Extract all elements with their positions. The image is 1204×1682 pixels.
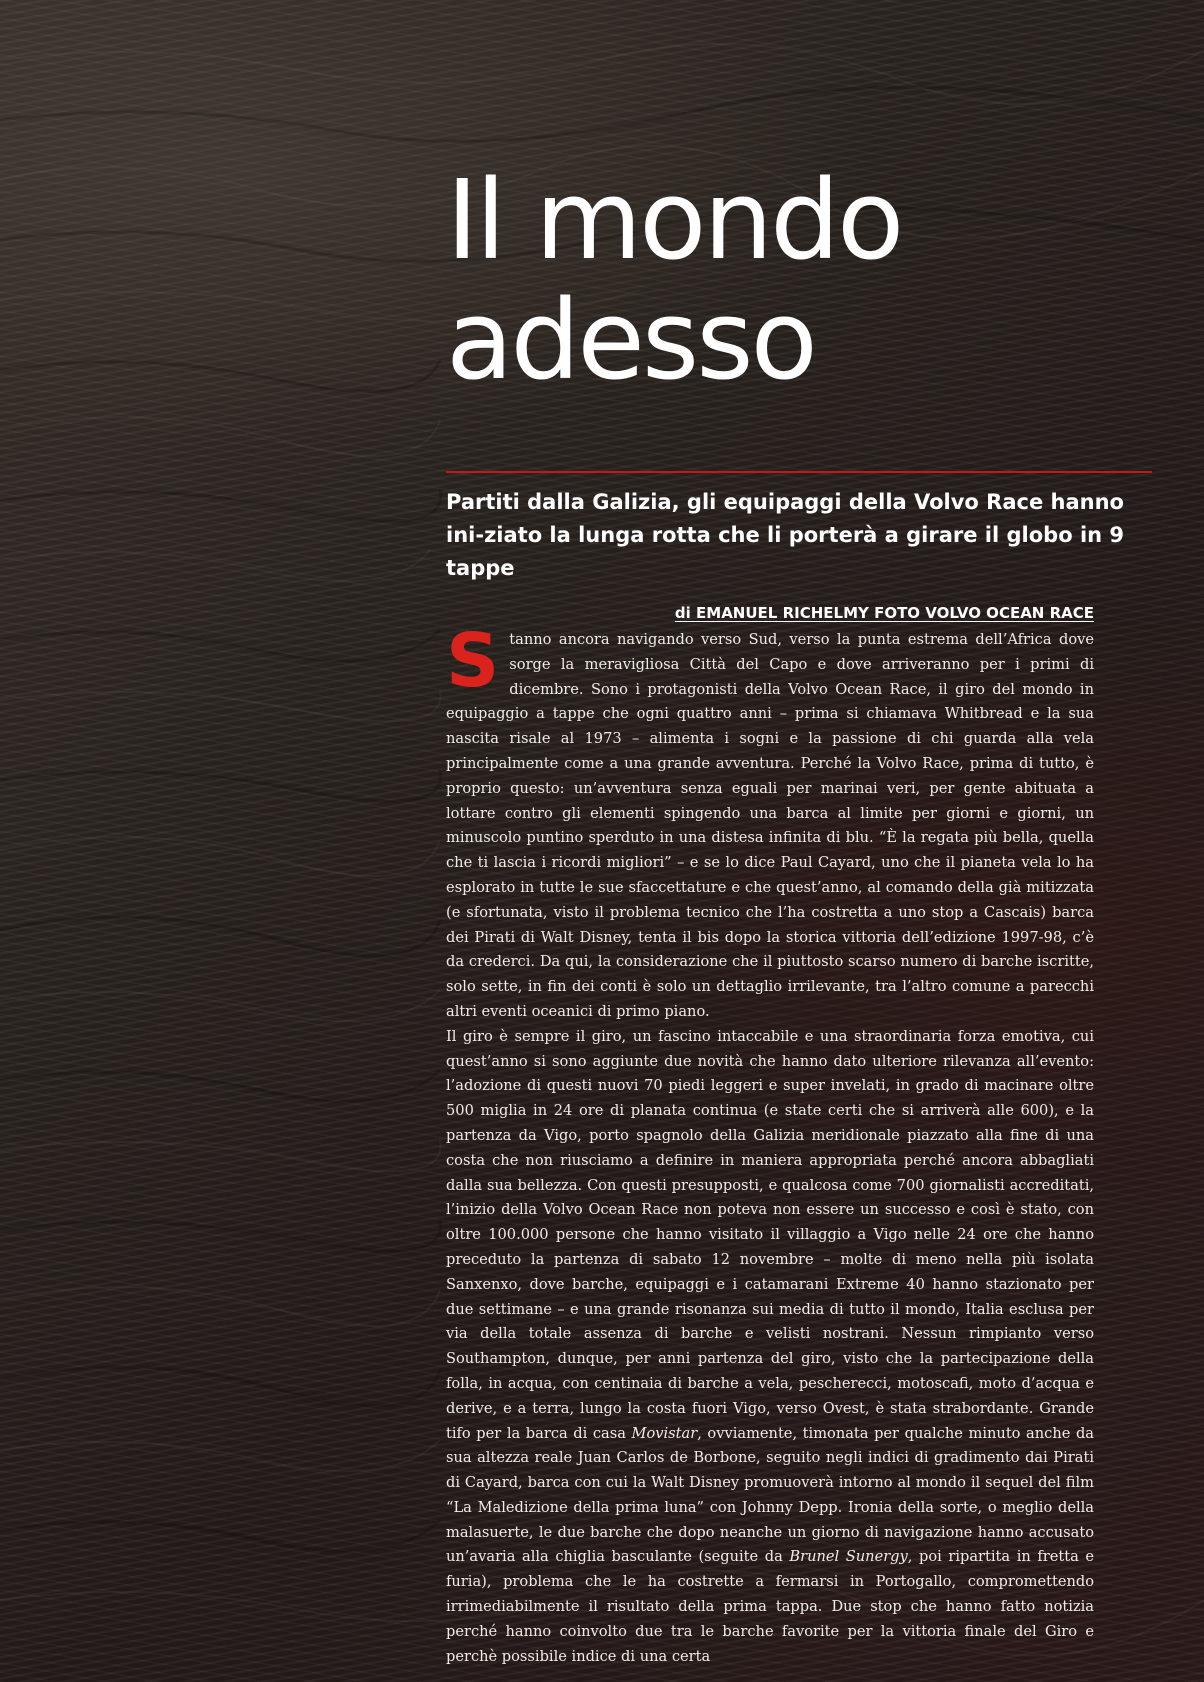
article-title-line-1: Il mondo bbox=[446, 156, 902, 284]
paragraph-2 bbox=[446, 1025, 1094, 1670]
article-subtitle: Partiti dalla Galizia, gli equipaggi della Volvo Race hanno ini-ziato la lunga rotta che li porterà a girare il globo in 9 tappe bbox=[446, 490, 1125, 580]
article-body bbox=[446, 618, 1094, 1669]
boat-name-movistar: Movistar bbox=[631, 1424, 698, 1442]
paragraph-2-text-b: , ovviamente, timonata per qualche minuto anche da sua altezza reale Juan Carlos de Borbone, seguito negli indici di gradimento dai Pirati di Cayard, barca con cui la Walt Disney promuoverà intorno al mondo il sequel del film “La Maledizione della prima luna” con Johnny Depp. Ironia della sorte, o meglio della malasuerte, le due barche che dopo neanche un giorno di navigazione hanno accusato un’avaria alla chiglia basculante (seguite da bbox=[446, 1424, 1094, 1566]
paragraph-1 bbox=[446, 618, 1094, 1025]
paragraph-1-text: tanno ancora navigando verso Sud, verso la punta estrema dell’Africa dove sorge la meravigliosa Città del Capo e dove arriveranno per i primi di dicembre. Sono i protagonisti della Volvo Ocean Race, il giro del mondo in equipaggio a tappe che ogni quattro anni – prima si chiamava Whitbread e la sua nascita risale al 1973 – alimenta i sogni e la passione di chi guarda alla vela principalmente come a una grande avventura. Perché la Volvo Race, prima di tutto, è proprio questo: un’avventura senza eguali per marinai veri, per gente abituata a lottare contro gli elementi spingendo una barca al limite per giorni e giorni, un minuscolo puntino sperduto in una distesa infinita di blu. “È la regata più bella, quella che ti lascia i ricordi migliori” – e se lo dice Paul Cayard, uno che il pianeta vela lo ha esplorato in tutte le sue sfaccettature e che quest’anno, al comando della già mitizzata (e sfortunata, visto il problema tecnico che l’ha costretta a uno stop a Cascais) barca dei Pirati di Walt Disney, tenta il bis dopo la storica vittoria dell’edizione 1997-98, c’è da crederci. Da qui, la considerazione che il piuttosto scarso numero di barche iscritte, solo sette, in fin dei conti è solo un dettaglio irrilevante, tra l’altro comune a parecchi altri eventi oceanici di primo piano. bbox=[446, 631, 1094, 1020]
article-title-line-2: adesso bbox=[446, 276, 815, 404]
boat-name-brunel: Brunel Sunergy bbox=[789, 1548, 908, 1566]
red-divider bbox=[446, 471, 1152, 473]
paragraph-2-text-a: Il giro è sempre il giro, un fascino intaccabile e una straordinaria forza emotiva, cui quest’anno si sono aggiunte due novità che hanno dato ulteriore rilevanza all’evento: l’adozione di questi nuovi 70 piedi leggeri e super invelati, in grado di macinare oltre 500 miglia in 24 ore di planata continua (e state certi che si arriverà alle 600), e la partenza da Vigo, porto spagnolo della Galizia meridionale piazzato alla fine di una costa che non riusciamo a definire in maniera appropriata perché ancora abbagliati dalla sua bellezza. Con questi presupposti, e qualcosa come 700 giornalisti accreditati, l’inizio della Volvo Ocean Race non poteva non essere un successo e così è stato, con oltre 100.000 persone che hanno visitato il villaggio a Vigo nelle 24 ore che hanno preceduto la partenza di sabato 12 novembre – molte di meno nella più isolata Sanxenxo, dove barche, equipaggi e i catamarani Extreme 40 hanno stazionato per due settimane – e una grande risonanza sui media di tutto il mondo, Italia esclusa per via della totale assenza di barche e velisti nostrani. Nessun rimpianto verso Southampton, dunque, per anni partenza del giro, visto che la partecipazione della folla, in acqua, con centinaia di barche a vela, pescherecci, motoscafi, moto d’acqua e derive, e a terra, lungo la costa fuori Vigo, verso Ovest, è stata strabordante. Grande tifo per la barca di casa bbox=[446, 1027, 1094, 1442]
drop-cap: S bbox=[446, 618, 500, 704]
article-title bbox=[446, 156, 1146, 404]
paragraph-2-text-c: , poi ripartita in fretta e furia), problema che le ha costrette a fermarsi in Portogallo, compromettendo irrimediabilmente il risultato della prima tappa. Due stop che hanno fatto notizia perché hanno coinvolto due tra le barche favorite per la vittoria finale del Giro e perchè possibile indice di una certa bbox=[446, 1548, 1094, 1665]
article-byline: di EMANUEL RICHELMY FOTO VOLVO OCEAN RACE bbox=[674, 604, 1094, 622]
